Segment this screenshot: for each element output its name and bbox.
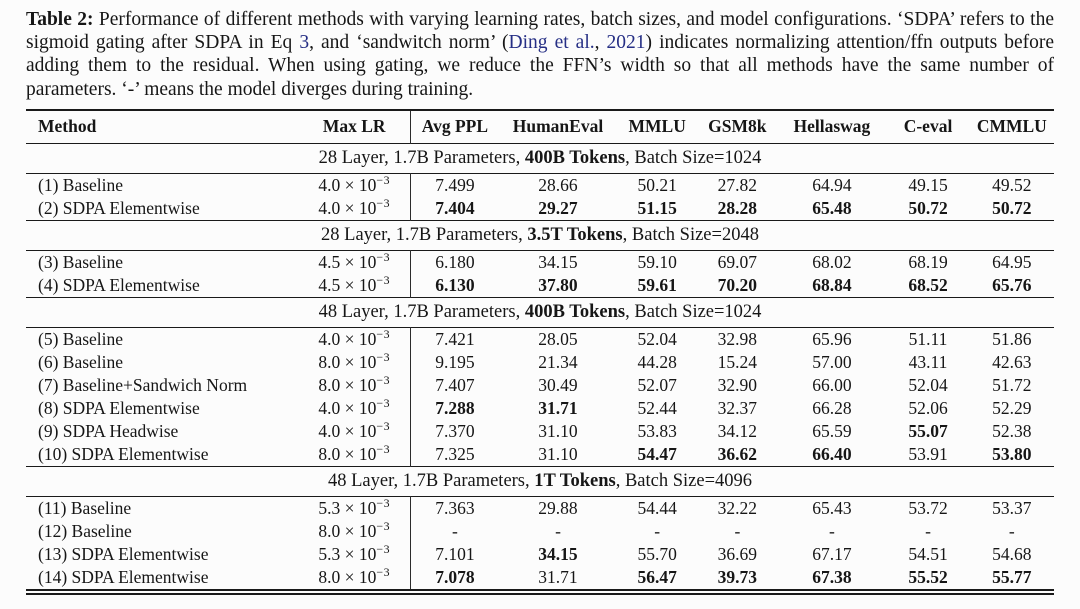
results-table: [26, 109, 1054, 591]
caption-text: , and ‘sandwitch norm’ (: [309, 32, 509, 54]
metric-cell: 31.10: [538, 444, 578, 465]
metric-cell: 50.72: [992, 198, 1032, 219]
cite-link[interactable]: 3: [299, 32, 310, 54]
metric-cell: 7.078: [410, 566, 498, 590]
metric-cell: 7.363: [410, 496, 498, 520]
table-header: [26, 110, 1054, 144]
max-lr-cell: [298, 443, 410, 467]
method-cell: (10) SDPA Elementwise: [38, 444, 209, 465]
max-lr-cell: [298, 566, 410, 590]
metric-cell: 69.07: [717, 252, 758, 273]
metric-cell: 51.72: [992, 375, 1032, 396]
metric-cell: 28.05: [538, 329, 578, 350]
section-title-text: , Batch Size=1024: [625, 302, 762, 323]
section-title-text: , Batch Size=1024: [625, 148, 762, 169]
metric-cell: 31.71: [538, 398, 578, 419]
max-lr-cell: [298, 420, 410, 443]
table-row: [26, 197, 1054, 221]
metric-cell: 52.06: [908, 398, 948, 419]
metric-cell: 51.15: [637, 198, 677, 219]
col-header-humaneval: HumanEval: [512, 115, 604, 136]
metric-cell: 52.04: [908, 375, 948, 396]
max-lr-cell: [298, 374, 410, 397]
col-header-cmmlu: CMMLU: [976, 115, 1047, 136]
max-lr-cell: [298, 351, 410, 374]
metric-cell: 42.63: [992, 352, 1032, 373]
metric-cell: 31.71: [538, 567, 578, 588]
metric-cell: 29.27: [538, 198, 578, 219]
col-header-max-lr: Max LR: [322, 115, 386, 136]
metric-cell: 54.44: [637, 498, 677, 519]
metric-cell: 66.40: [812, 444, 852, 465]
col-header-hellaswag: Hellaswag: [793, 115, 871, 136]
metric-cell: 64.95: [992, 252, 1032, 273]
max-lr-cell: [298, 173, 410, 197]
metric-cell: 43.11: [908, 352, 948, 373]
metric-cell: 28.66: [538, 175, 578, 196]
lr-exponent: −3: [376, 442, 391, 457]
section-title-text: 28 Layer, 1.7B Parameters,: [321, 225, 528, 246]
max-lr-cell: [298, 327, 410, 351]
metric-cell: 50.72: [908, 198, 948, 219]
section-title: [26, 220, 1054, 250]
metric-cell: 6.130: [410, 274, 498, 298]
caption-text: ) indicates normalizing attention/ffn outputs before adding them to the residual. When using gating, we reduce the FFN’s width so that all methods have the same number of parameters. ‘-’ means the model diverges during training.: [26, 32, 1055, 100]
lr-exponent: −3: [376, 373, 391, 388]
lr-mantissa: 4.5 × 10: [318, 275, 377, 296]
metric-cell: 34.12: [717, 421, 758, 442]
section-title: [26, 143, 1054, 173]
section-header-row: [26, 143, 1054, 173]
table-row: [26, 496, 1054, 520]
lr-exponent: −3: [376, 250, 391, 265]
method-cell: (11) Baseline: [38, 498, 132, 519]
metric-cell: 31.10: [538, 421, 578, 442]
method-cell: (7) Baseline+Sandwich Norm: [38, 375, 248, 396]
table-row: [26, 250, 1054, 274]
section-title-text: 28 Layer, 1.7B Parameters,: [318, 148, 525, 169]
metric-cell: 68.02: [812, 252, 852, 273]
metric-cell: 28.28: [717, 198, 758, 219]
metric-cell: 52.04: [637, 329, 677, 350]
lr-exponent: −3: [376, 396, 391, 411]
table-row: [26, 420, 1054, 443]
metric-cell: 66.28: [812, 398, 852, 419]
metric-cell: -: [734, 521, 741, 542]
metric-cell: 57.00: [812, 352, 852, 373]
metric-cell: 44.28: [637, 352, 677, 373]
metric-cell: 32.37: [717, 398, 758, 419]
col-header-avg-ppl: Avg PPL: [410, 110, 498, 144]
section-title-tokens: 400B Tokens: [524, 148, 626, 169]
section-title: [26, 466, 1054, 496]
lr-exponent: −3: [376, 273, 391, 288]
metric-cell: 36.69: [717, 544, 758, 565]
metric-cell: 51.86: [992, 329, 1032, 350]
metric-cell: 7.325: [410, 443, 498, 467]
method-cell: (4) SDPA Elementwise: [38, 275, 200, 296]
caption-text: ,: [594, 32, 607, 54]
lr-exponent: −3: [376, 350, 391, 365]
lr-mantissa: 4.0 × 10: [318, 175, 377, 196]
metric-cell: 64.94: [812, 175, 852, 196]
lr-exponent: −3: [376, 519, 391, 534]
metric-cell: 53.80: [992, 444, 1032, 465]
table-row: [26, 397, 1054, 420]
metric-cell: 55.77: [992, 567, 1032, 588]
col-header-method: Method: [38, 115, 97, 136]
col-header-c-eval: C-eval: [903, 115, 953, 136]
metric-cell: 37.80: [538, 275, 578, 296]
lr-exponent: −3: [376, 327, 391, 342]
metric-cell: -: [925, 521, 931, 542]
section-title-tokens: 1T Tokens: [534, 471, 616, 492]
metric-cell: 68.84: [812, 275, 852, 296]
metric-cell: 39.73: [717, 567, 758, 588]
metric-cell: 53.72: [908, 498, 948, 519]
table-row: [26, 520, 1054, 543]
lr-exponent: −3: [376, 496, 391, 511]
col-header-mmlu: MMLU: [628, 115, 686, 136]
metric-cell: 65.59: [812, 421, 852, 442]
metric-cell: 29.88: [538, 498, 578, 519]
metric-cell: 53.83: [637, 421, 677, 442]
metric-cell: 7.499: [410, 173, 498, 197]
metric-cell: 32.22: [717, 498, 758, 519]
metric-cell: -: [654, 521, 661, 542]
lr-mantissa: 4.0 × 10: [318, 198, 377, 219]
metric-cell: 55.70: [637, 544, 677, 565]
section-header-row: [26, 297, 1054, 327]
section-title-text: 48 Layer, 1.7B Parameters,: [327, 471, 535, 492]
metric-cell: 32.98: [717, 329, 758, 350]
metric-cell: 55.52: [908, 567, 948, 588]
lr-mantissa: 4.5 × 10: [318, 252, 377, 273]
lr-mantissa: 5.3 × 10: [318, 498, 377, 519]
metric-cell: 30.49: [538, 375, 578, 396]
metric-cell: 49.52: [992, 175, 1032, 196]
metric-cell: 15.24: [717, 352, 758, 373]
max-lr-cell: [298, 397, 410, 420]
table-row: [26, 566, 1054, 590]
metric-cell: 55.07: [908, 421, 948, 442]
metric-cell: 21.34: [538, 352, 578, 373]
metric-cell: 52.44: [637, 398, 677, 419]
metric-cell: 67.38: [812, 567, 852, 588]
metric-cell: 54.47: [637, 444, 677, 465]
metric-cell: -: [829, 521, 835, 542]
metric-cell: 54.51: [908, 544, 948, 565]
metric-cell: 36.62: [717, 444, 758, 465]
section-title-text: 48 Layer, 1.7B Parameters,: [318, 302, 525, 323]
cite-link[interactable]: 2021: [606, 32, 646, 54]
bottom-rule: [26, 593, 1054, 595]
method-cell: (1) Baseline: [38, 175, 124, 196]
metric-cell: 66.00: [812, 375, 852, 396]
lr-mantissa: 8.0 × 10: [318, 521, 377, 542]
lr-mantissa: 8.0 × 10: [318, 567, 377, 588]
table-row: [26, 543, 1054, 566]
caption-table-label: Table 2:: [26, 9, 99, 30]
lr-mantissa: 8.0 × 10: [318, 375, 377, 396]
section-title: [26, 297, 1054, 327]
section-title-tokens: 3.5T Tokens: [527, 225, 623, 246]
metric-cell: 6.180: [410, 250, 498, 274]
method-cell: (3) Baseline: [38, 252, 124, 273]
lr-mantissa: 8.0 × 10: [318, 444, 377, 465]
metric-cell: 52.07: [637, 375, 677, 396]
metric-cell: 52.29: [992, 398, 1032, 419]
section-title-tokens: 400B Tokens: [524, 302, 626, 323]
metric-cell: 65.48: [812, 198, 852, 219]
lr-mantissa: 4.0 × 10: [318, 398, 377, 419]
max-lr-cell: [298, 520, 410, 543]
lr-mantissa: 4.0 × 10: [318, 329, 377, 350]
metric-cell: 7.404: [410, 197, 498, 221]
method-cell: (9) SDPA Headwise: [38, 421, 179, 442]
section-header-row: [26, 220, 1054, 250]
section-header-row: [26, 466, 1054, 496]
metric-cell: -: [410, 520, 498, 543]
method-cell: (2) SDPA Elementwise: [38, 198, 200, 219]
cite-link[interactable]: Ding et al.: [508, 32, 595, 54]
table-row: [26, 443, 1054, 467]
lr-mantissa: 4.0 × 10: [318, 421, 377, 442]
max-lr-cell: [298, 197, 410, 221]
metric-cell: 53.37: [992, 498, 1032, 519]
table-row: [26, 351, 1054, 374]
metric-cell: 7.101: [410, 543, 498, 566]
metric-cell: 65.96: [812, 329, 852, 350]
metric-cell: 34.15: [538, 252, 578, 273]
method-cell: (13) SDPA Elementwise: [38, 544, 209, 565]
metric-cell: 59.61: [637, 275, 677, 296]
method-cell: (5) Baseline: [38, 329, 124, 350]
metric-cell: 65.76: [992, 275, 1032, 296]
metric-cell: 54.68: [992, 544, 1032, 565]
metric-cell: 34.15: [538, 544, 578, 565]
metric-cell: 7.421: [410, 327, 498, 351]
lr-exponent: −3: [376, 542, 391, 557]
table-body: [26, 143, 1054, 590]
metric-cell: 7.407: [410, 374, 498, 397]
table-row: [26, 173, 1054, 197]
section-title-text: , Batch Size=2048: [622, 225, 759, 246]
metric-cell: 68.52: [908, 275, 948, 296]
col-header-gsm8k: GSM8k: [708, 115, 767, 136]
metric-cell: 67.17: [812, 544, 852, 565]
metric-cell: 59.10: [637, 252, 677, 273]
metric-cell: 49.15: [908, 175, 948, 196]
metric-cell: 70.20: [717, 275, 758, 296]
metric-cell: 51.11: [908, 329, 948, 350]
section-title-text: , Batch Size=4096: [615, 471, 753, 492]
metric-cell: 53.91: [908, 444, 948, 465]
max-lr-cell: [298, 543, 410, 566]
metric-cell: 65.43: [812, 498, 852, 519]
lr-exponent: −3: [376, 565, 391, 580]
metric-cell: 7.288: [410, 397, 498, 420]
metric-cell: -: [555, 521, 561, 542]
lr-mantissa: 5.3 × 10: [318, 544, 377, 565]
lr-mantissa: 8.0 × 10: [318, 352, 377, 373]
method-cell: (12) Baseline: [38, 521, 132, 542]
metric-cell: 50.21: [637, 175, 677, 196]
metric-cell: 7.370: [410, 420, 498, 443]
max-lr-cell: [298, 250, 410, 274]
metric-cell: 56.47: [637, 567, 677, 588]
method-cell: (14) SDPA Elementwise: [38, 567, 209, 588]
table-caption: [26, 8, 1054, 101]
metric-cell: 32.90: [717, 375, 758, 396]
header-row: [26, 110, 1054, 144]
table-row: [26, 374, 1054, 397]
max-lr-cell: [298, 274, 410, 298]
table-row: [26, 327, 1054, 351]
method-cell: (6) Baseline: [38, 352, 124, 373]
lr-exponent: −3: [376, 196, 391, 211]
metric-cell: 52.38: [992, 421, 1032, 442]
metric-cell: 27.82: [717, 175, 758, 196]
caption-text: Performance of different methods with varying learning rates, batch sizes, and model configurations. ‘SDPA’ refers to the sigmoid gating after SDPA in Eq: [26, 9, 1054, 54]
metric-cell: 68.19: [908, 252, 948, 273]
max-lr-cell: [298, 496, 410, 520]
method-cell: (8) SDPA Elementwise: [38, 398, 200, 419]
table-row: [26, 274, 1054, 298]
metric-cell: -: [1008, 521, 1015, 542]
metric-cell: 9.195: [410, 351, 498, 374]
lr-exponent: −3: [376, 419, 391, 434]
lr-exponent: −3: [376, 173, 391, 188]
